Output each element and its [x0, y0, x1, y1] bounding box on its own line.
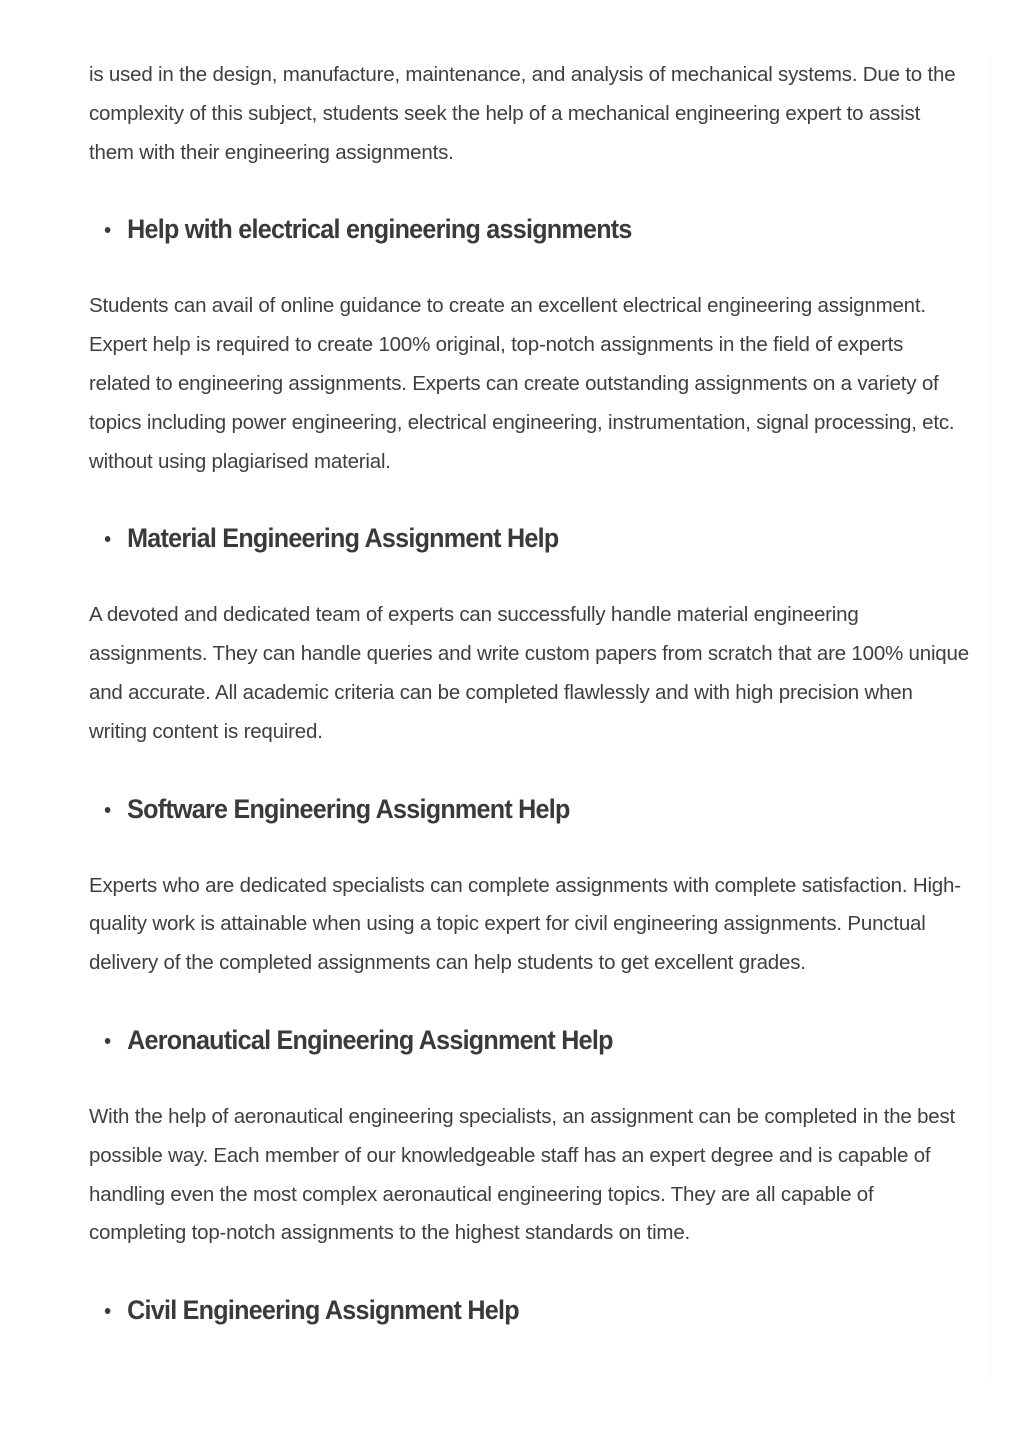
intro-paragraph: is used in the design, manufacture, maintenance, and analysis of mechanical systems. Due to the complexity of this subject, students seek the help of a mechanical engineering expert to assist them with their engineering assignments. [89, 63, 956, 164]
section-body-material: A devoted and dedicated team of experts can successfully handle material engineering assignments. They can handle queries and write custom papers from scratch that are 100% unique and accurate. All academic criteria can be completed flawlessly and with high precision when writing content is required. [89, 603, 969, 743]
bullet-icon [105, 1308, 111, 1314]
document-page [89, 56, 969, 1330]
heading-text: Software Engineering Assignment Help [127, 793, 570, 824]
section-heading-electrical [89, 209, 907, 249]
section-heading-civil [89, 1290, 907, 1330]
heading-text: Material Engineering Assignment Help [127, 523, 559, 554]
heading-text: Help with electrical engineering assignments [127, 214, 632, 245]
section-aeronautical [89, 1020, 969, 1060]
section-body-aeronautical: With the help of aeronautical engineering specialists, an assignment can be completed in the best possible way. Each member of our knowledgeable staff has an expert degree and is capable of handling even the most complex aeronautical engineering topics. They are all capable of completing top-notch assignments to the highest standards on time. [89, 1104, 956, 1245]
page-edge-divider [990, 60, 991, 1378]
section-civil [89, 1290, 969, 1330]
bullet-icon [105, 1038, 111, 1044]
section-heading-aeronautical [89, 1020, 907, 1060]
bullet-icon [105, 807, 111, 813]
heading-text: Aeronautical Engineering Assignment Help [127, 1024, 613, 1055]
bullet-icon [105, 536, 111, 542]
section-body-electrical: Students can avail of online guidance to create an excellent electrical engineering assignment. Expert help is required to create 100% original, top-notch assignments in the field of experts related to engineering assignments. Experts can create outstanding assignments on a variety of topics including power engineering, electrical engineering, instrumentation, signal processing, etc. without using plagiarised material. [89, 294, 955, 473]
section-body-software: Experts who are dedicated specialists can complete assignments with complete satisfaction. High-quality work is attainable when using a topic expert for civil engineering assignments. Punctual delivery of the completed assignments can help students to get excellent grades. [89, 873, 961, 975]
section-material [89, 518, 969, 558]
section-heading-software [89, 789, 907, 829]
bullet-icon [105, 227, 111, 233]
section-heading-material [89, 518, 907, 558]
heading-text: Civil Engineering Assignment Help [127, 1295, 519, 1326]
section-software [89, 789, 969, 829]
section-electrical [89, 209, 969, 249]
